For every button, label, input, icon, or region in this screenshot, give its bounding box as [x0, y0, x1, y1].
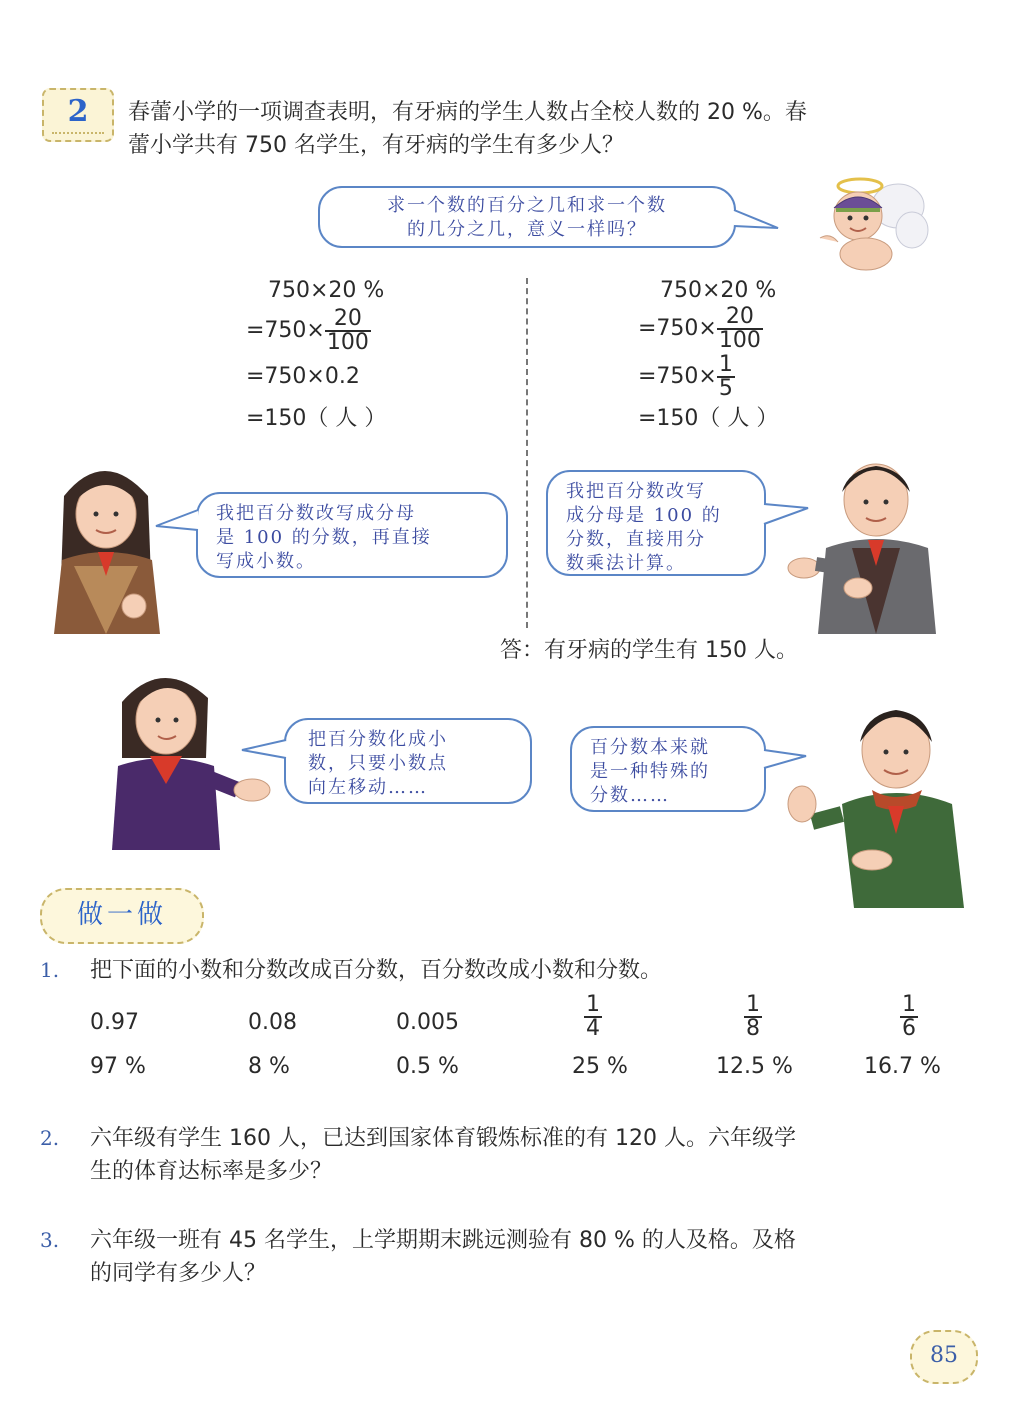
angel-speech-bubble — [318, 186, 736, 248]
left-calc-l2-prefix: =750× — [246, 318, 325, 343]
ex1-item-16-7-percent: 16.7 % — [864, 1054, 941, 1079]
fraction-denominator: 4 — [586, 1016, 600, 1041]
exercise-3-text — [90, 1224, 990, 1290]
boy2-bubble-line-2: 是一种特殊的 — [590, 761, 710, 782]
fraction-numerator: 1 — [746, 992, 760, 1017]
fraction-denominator: 6 — [902, 1016, 916, 1041]
page-number: 85 — [910, 1330, 978, 1384]
section-title-try-it: 做一做 — [40, 888, 204, 944]
girl2-bubble-line-1: 把百分数化成小 — [308, 729, 448, 750]
left-calc-line-2 — [246, 308, 371, 354]
ex1-item-fraction-1-8 — [744, 994, 762, 1040]
ex1-item-0-97: 0.97 — [90, 1010, 139, 1035]
fraction-denominator: 8 — [746, 1016, 760, 1041]
example-number: 2 — [67, 94, 89, 129]
girl1-bubble-line-1: 我把百分数改写成分母 — [216, 503, 416, 524]
fraction-denominator: 100 — [718, 328, 761, 353]
girl1-speech-bubble — [196, 492, 508, 578]
ex1-item-fraction-1-4 — [584, 994, 602, 1040]
right-calc-line-4: =150（ 人 ） — [638, 406, 779, 431]
fraction-numerator: 20 — [325, 308, 371, 332]
angel-character — [800, 168, 930, 278]
girl2-bubble-line-2: 数，只要小数点 — [308, 753, 448, 774]
answer-text: 答：有牙病的学生有 150 人。 — [500, 638, 798, 663]
question-line-1: 春蕾小学的一项调查表明，有牙病的学生人数占全校人数的 20 %。春 — [128, 100, 807, 125]
girl1-bubble-line-2: 是 100 的分数，再直接 — [216, 527, 432, 548]
boy2-bubble-line-1: 百分数本来就 — [590, 737, 710, 758]
boy-character-2 — [776, 694, 978, 910]
girl2-speech-bubble — [284, 718, 532, 804]
ex1-item-25-percent: 25 % — [572, 1054, 628, 1079]
left-calc-line-4: =150（ 人 ） — [246, 406, 387, 431]
ex1-item-0-5-percent: 0.5 % — [396, 1054, 459, 1079]
exercise-1-text: 把下面的小数和分数改成百分数，百分数改成小数和分数。 — [90, 958, 663, 983]
boy-character-1 — [786, 448, 956, 636]
fraction-numerator: 1 — [586, 992, 600, 1017]
right-calc-line-2 — [638, 306, 763, 352]
left-calc-fraction-20-100 — [325, 308, 371, 354]
right-calc-fraction-1-5 — [717, 354, 735, 400]
ex1-item-12-5-percent: 12.5 % — [716, 1054, 793, 1079]
fraction-numerator: 1 — [902, 992, 916, 1017]
example-question — [128, 96, 988, 162]
fraction-denominator: 100 — [326, 330, 369, 355]
fraction-denominator: 5 — [718, 376, 733, 401]
fraction-numerator: 20 — [717, 306, 763, 330]
exercise-3-line-2: 的同学有多少人？ — [90, 1261, 267, 1286]
angel-bubble-line-2: 的几分之几，意义一样吗？ — [407, 219, 647, 240]
boy1-bubble-line-2: 成分母是 100 的 — [566, 505, 722, 526]
girl1-bubble-tail — [154, 506, 200, 536]
boy2-bubble-line-3: 分数…… — [590, 785, 670, 806]
angel-bubble-tail — [732, 206, 782, 232]
exercise-2-line-2: 生的体育达标率是多少？ — [90, 1159, 333, 1184]
right-calc-line-1: 750×20 % — [660, 278, 777, 303]
angel-bubble-line-1: 求一个数的百分之几和求一个数 — [387, 195, 667, 216]
badge-underline — [52, 132, 104, 134]
right-calc-l2-prefix: =750× — [638, 316, 717, 341]
ex1-item-97-percent: 97 % — [90, 1054, 146, 1079]
question-line-2: 蕾小学共有 750 名学生，有牙病的学生有多少人？ — [128, 133, 624, 158]
exercise-3-line-1: 六年级一班有 45 名学生，上学期期末跳远测验有 80 % 的人及格。及格 — [90, 1228, 796, 1253]
exercise-3-number: 3. — [40, 1228, 60, 1252]
left-calc-line-1: 750×20 % — [268, 278, 385, 303]
fraction-numerator: 1 — [718, 352, 733, 377]
girl-character-1 — [44, 456, 174, 636]
exercise-2-number: 2. — [40, 1126, 60, 1150]
ex1-item-0-005: 0.005 — [396, 1010, 459, 1035]
right-calc-line-3 — [638, 354, 735, 400]
girl1-bubble-line-3: 写成小数。 — [216, 551, 316, 572]
boy1-bubble-line-1: 我把百分数改写 — [566, 481, 706, 502]
left-calc-line-3: =750×0.2 — [246, 364, 360, 389]
right-calc-l3-prefix: =750× — [638, 364, 717, 389]
ex1-item-8-percent: 8 % — [248, 1054, 290, 1079]
exercise-1-number: 1. — [40, 958, 60, 982]
girl2-bubble-tail — [240, 736, 288, 766]
boy1-bubble-line-3: 分数，直接用分 — [566, 529, 706, 550]
ex1-item-fraction-1-6 — [900, 994, 918, 1040]
boy1-bubble-line-4: 数乘法计算。 — [566, 553, 686, 574]
boy1-speech-bubble — [546, 470, 766, 576]
exercise-2-text — [90, 1122, 990, 1188]
ex1-item-0-08: 0.08 — [248, 1010, 297, 1035]
boy2-speech-bubble — [570, 726, 766, 812]
right-calculation — [638, 276, 878, 446]
right-calc-fraction-20-100 — [717, 306, 763, 352]
girl2-bubble-line-3: 向左移动…… — [308, 777, 428, 798]
example-number-badge — [42, 88, 114, 142]
solution-divider — [526, 278, 528, 628]
exercise-2-line-1: 六年级有学生 160 人，已达到国家体育锻炼标准的有 120 人。六年级学 — [90, 1126, 796, 1151]
left-calculation — [246, 276, 486, 446]
